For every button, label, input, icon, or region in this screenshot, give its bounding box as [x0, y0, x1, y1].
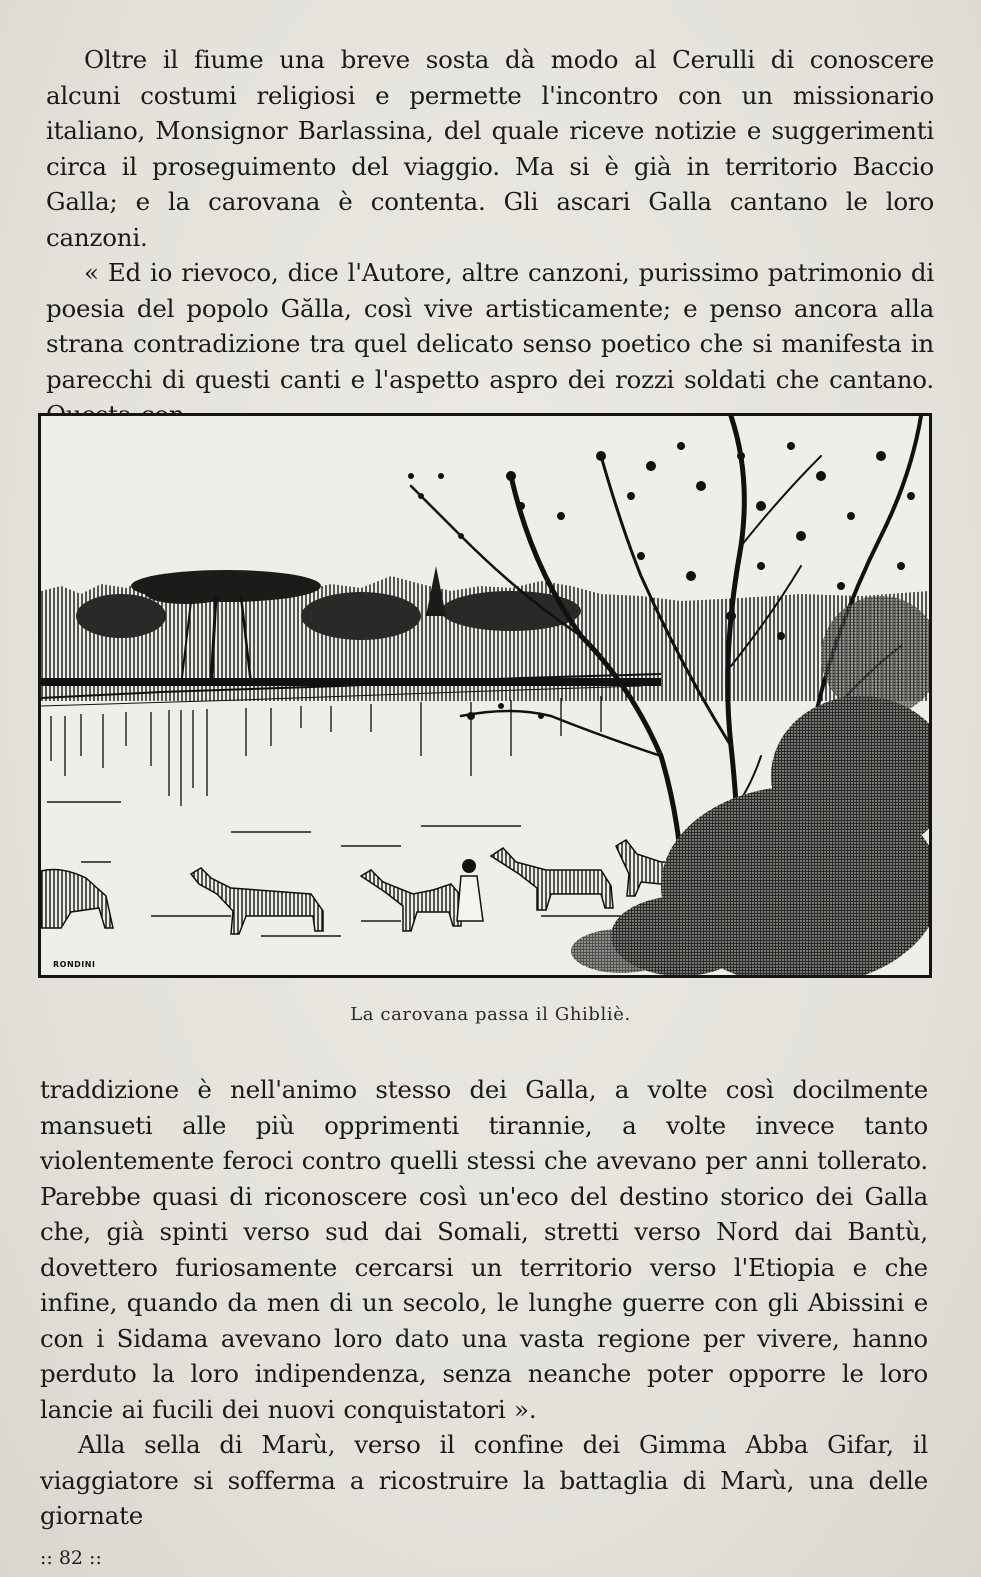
caravan-river-illustration — [38, 413, 932, 978]
paragraph-traddizione: traddizione è nell'animo stesso dei Galla, a volte così docilmente mansueti alle più opprimenti tirannie, a volte invece tanto violentemente feroci contro quelli stessi che avevano per anni tollerato. Parebbe quasi di riconoscere così un'eco del destino storico dei Galla che, già spinti verso sud dai Somali, stretti verso Nord dai Bantù, dovettero furiosamente cercarsi un territorio verso l'Etiopia e che infine, quando da men di un secolo, le lunghe guerre con gli Abissini e con i Sidama avevano loro dato una vasta regione per vivere, hanno perduto la loro indipendenza, senza neanche poter opporre le loro lancie ai fucili dei nuovi conquistatori ». — [40, 1075, 928, 1424]
lower-text-block — [40, 1072, 928, 1534]
artist-signature: RONDINI — [53, 960, 96, 969]
paragraph-ed-io-rievoco: « Ed io rievoco, dice l'Autore, altre canzoni, purissimo patrimonio di poesia del popolo Gălla, così vive artisticamente; e penso ancora alla strana contradizione tra quel delicato senso poetico che si manifesta in parecchi di questi canti e l'aspetto aspro dei rozzi soldati che cantano. — [46, 258, 934, 394]
page-number: :: 82 :: — [40, 1547, 102, 1569]
paragraph-oltre-il-fiume: Oltre il fiume una breve sosta dà modo al Cerulli di conoscere alcuni costumi religiosi e permette l'incontro con un missionario italiano, Monsignor Barlassina, del quale riceve notizie e suggerimenti circa il proseguimento del viaggio. Ma si è già in territorio Baccio Galla; e la carovana è contenta. Gli ascari Galla cantano le loro canzoni. — [46, 45, 934, 252]
paragraph-alla-sella-di-maru: Alla sella di Marù, verso il confine dei Gimma Abba Gifar, il viaggiatore si sofferma a ricostruire la battaglia di Marù, una delle giornate — [40, 1430, 928, 1530]
caravan-figure — [457, 859, 483, 921]
far-forest — [41, 566, 929, 701]
horses — [41, 840, 681, 934]
illustration-drawing — [41, 416, 929, 975]
upper-text-block — [46, 42, 934, 433]
illustration-caption: La carovana passa il Ghibliè. — [350, 1004, 631, 1025]
